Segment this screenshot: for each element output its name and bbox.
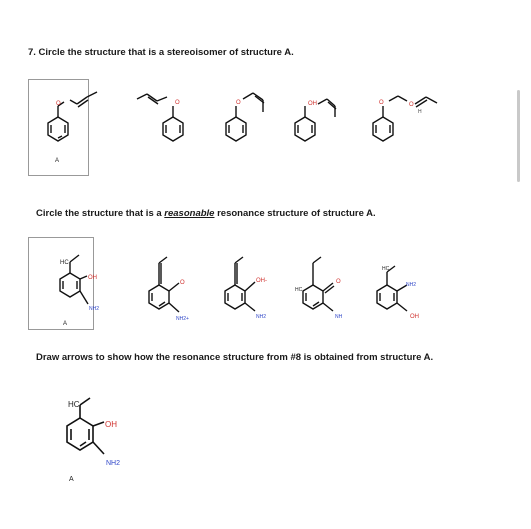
atom-nh2: NH2	[406, 282, 417, 288]
atom-o: O	[379, 100, 384, 106]
atom-nh2: NH2	[256, 314, 267, 320]
question-7-prompt: 7. Circle the structure that is a stereoisomer of structure A.	[28, 47, 294, 58]
atom-h: H	[418, 109, 422, 115]
atom-o: O	[236, 100, 241, 106]
atom-nh2: NH2	[106, 460, 121, 467]
atom-o: O	[56, 101, 61, 107]
atom-nh2-plus: NH2+	[176, 316, 189, 322]
atom-oh: OH	[88, 275, 97, 281]
atom-hc: HC	[60, 260, 69, 266]
atom-o: O	[336, 279, 341, 285]
atom-oh-minus: OH-	[256, 278, 267, 284]
label-a: A	[63, 321, 68, 327]
atom-hc: HC	[382, 266, 390, 272]
atom-oh: OH	[308, 101, 317, 107]
atom-oh: OH	[410, 314, 419, 320]
atom-o: O	[175, 100, 180, 106]
question-8-prompt: Circle the structure that is a reasonable resonance structure of structure A.	[36, 208, 376, 219]
atom-nh: NH	[335, 314, 343, 320]
atom-o-plus: O	[409, 102, 414, 108]
emphasis-reasonable: reasonable	[164, 208, 215, 219]
question-9-prompt: Draw arrows to show how the resonance structure from #8 is obtained from structure A.	[36, 352, 434, 363]
atom-oh: OH	[105, 420, 117, 429]
atom-hc: HC	[68, 400, 80, 409]
vertical-scrollbar[interactable]	[517, 90, 520, 182]
label-a: A	[69, 476, 74, 483]
atom-nh2: NH2	[89, 306, 100, 312]
label-a: A	[55, 158, 60, 164]
atom-hc: HC	[295, 287, 303, 293]
atom-o: O	[180, 280, 185, 286]
